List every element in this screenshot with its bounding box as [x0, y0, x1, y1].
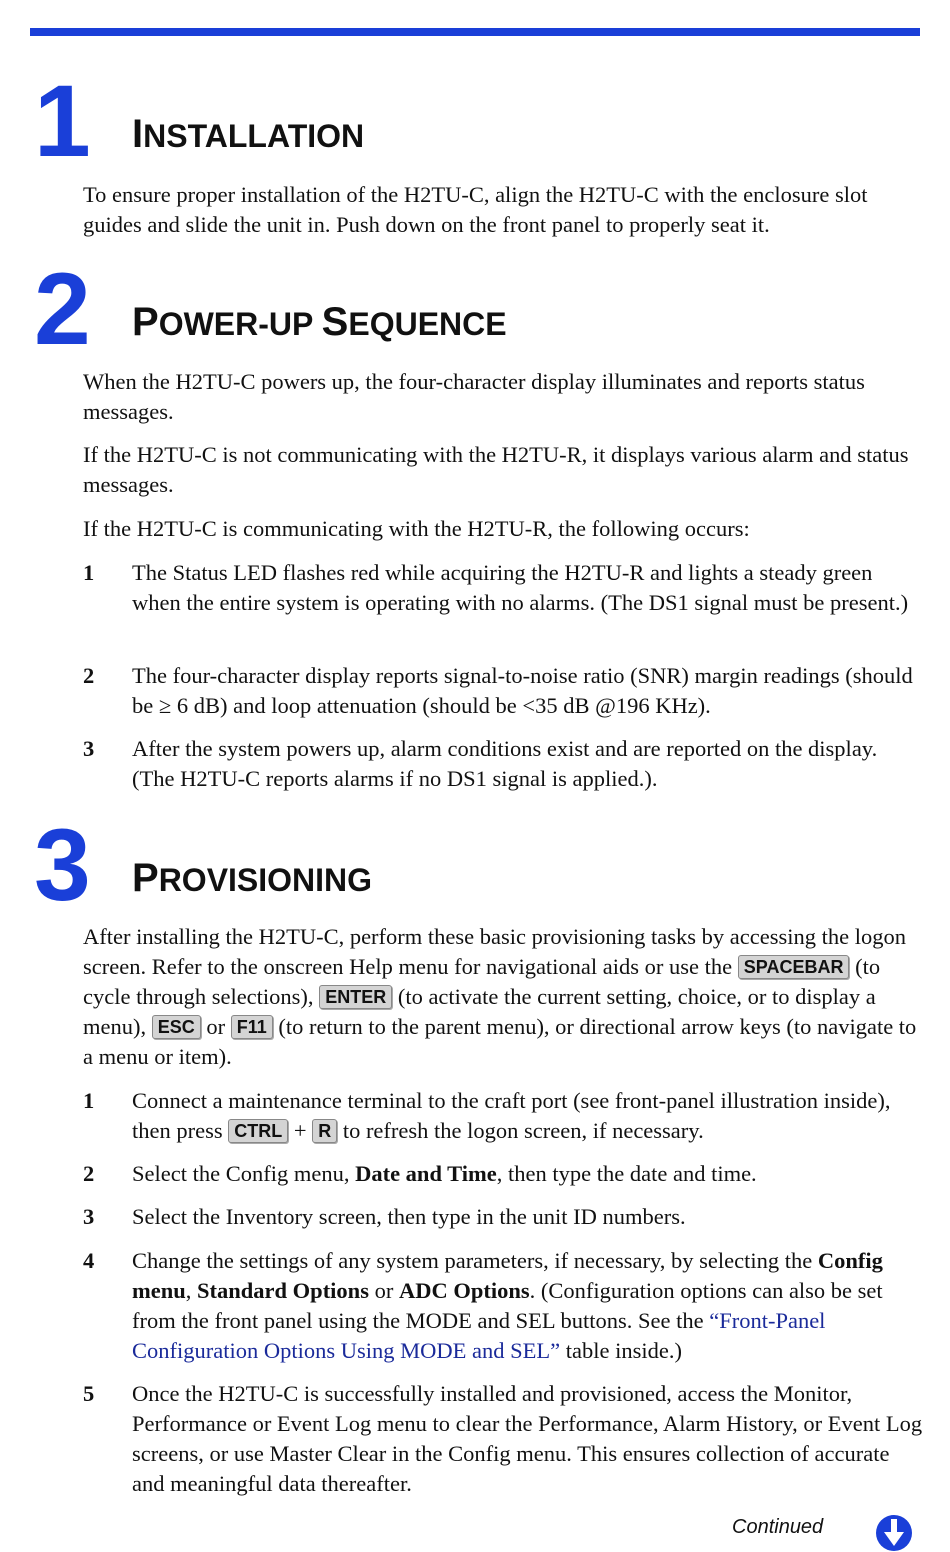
list-item [83, 1086, 923, 1146]
list-item-number: 2 [83, 663, 95, 688]
list-item [83, 1246, 923, 1366]
enter-key: ENTER [319, 985, 392, 1009]
installation-paragraph: To ensure proper installation of the H2TU-C, align the H2TU-C with the enclosure slot guides and slide the unit in. Push down on the front panel to properly seat it. [83, 182, 868, 237]
f11-key: F11 [231, 1015, 273, 1039]
list-item-number: 1 [83, 560, 95, 585]
list-item [83, 1159, 923, 1189]
list-item-text: Select the Inventory screen, then type in the unit ID numbers. [132, 1204, 686, 1229]
spacebar-key: SPACEBAR [738, 955, 850, 979]
list-item-number: 1 [83, 1088, 95, 1113]
list-item [83, 558, 923, 618]
list-item [83, 661, 923, 721]
section-number [34, 64, 89, 178]
list-item [83, 1202, 923, 1232]
list-item-text: The Status LED flashes red while acquiring the H2TU-R and lights a steady green when the entire system is operating with no alarms. (The DS1 signal must be present.) [132, 560, 909, 615]
list-item-text: After the system powers up, alarm conditions exist and are reported on the display. (The H2TU-C reports alarms if no DS1 signal is applied.). [132, 736, 878, 791]
powerup-paragraph-1: When the H2TU-C powers up, the four-character display illuminates and reports status messages. [83, 369, 865, 424]
section-number-text: 1 [34, 64, 89, 178]
esc-key: ESC [152, 1015, 201, 1039]
down-arrow-icon[interactable] [875, 1514, 913, 1552]
list-item-number: 2 [83, 1161, 95, 1186]
list-item [83, 1379, 923, 1499]
list-item-text: The four-character display reports signal-to-noise ratio (SNR) margin readings (should be ≥ 6 dB) and loop attenuation (should be <35 dB @196 KHz). [132, 663, 913, 718]
list-item-text: Change the settings of any system parameters, if necessary, by selecting the Config menu, Standard Options or ADC Options. (Configuration options can also be set from the front panel using the MODE and SEL buttons. See the “Front-Panel Configuration Options Using MODE and SEL” table inside.) [132, 1248, 883, 1363]
list-item-number: 4 [83, 1248, 95, 1273]
list-item-text: Connect a maintenance terminal to the craft port (see front-panel illustration inside), then press CTRL + R to refresh the logon screen, if necessary. [132, 1088, 891, 1143]
config-options-table-link[interactable]: “Front-Panel Configuration Options Using MODE and SEL” [132, 1308, 826, 1363]
section-number [34, 808, 89, 922]
list-item-text: Select the Config menu, Date and Time, then type the date and time. [132, 1161, 757, 1186]
section-number-text: 2 [34, 252, 89, 366]
list-item-number: 3 [83, 1204, 95, 1229]
powerup-paragraph-3: If the H2TU-C is communicating with the H2TU-R, the following occurs: [83, 516, 750, 541]
provisioning-intro: After installing the H2TU-C, perform these basic provisioning tasks by accessing the logon screen. Refer to the onscreen Help menu for navigational aids or use the SPACEBAR (to cycle through selections), ENTER (to activate the current setting, choice, or to display a menu), ESC or F11 (to return to the parent menu), or directional arrow keys (to navigate to a menu or item). [83, 924, 917, 1069]
section-number [34, 252, 89, 366]
section-heading-provisioning: PROVISIONING [132, 856, 373, 900]
continued-label: Continued [732, 1516, 824, 1538]
r-key: R [312, 1119, 337, 1143]
top-rule [30, 28, 920, 36]
section-number-text: 3 [34, 808, 89, 922]
section-heading-powerup: POWER-UP SEQUENCE [132, 300, 507, 344]
section-heading-installation: INSTALLATION [132, 112, 365, 156]
list-item-number: 5 [83, 1381, 95, 1406]
list-item [83, 734, 923, 794]
powerup-paragraph-2: If the H2TU-C is not communicating with the H2TU-R, it displays various alarm and status messages. [83, 442, 909, 497]
ctrl-key: CTRL [228, 1119, 288, 1143]
list-item-text: Once the H2TU-C is successfully installed and provisioned, access the Monitor, Performance or Event Log menu to clear the Performance, Alarm History, or Event Log screens, or use Master Clear in the Config menu. This ensures collection of accurate and meaningful data thereafter. [132, 1381, 923, 1496]
list-item-number: 3 [83, 736, 95, 761]
